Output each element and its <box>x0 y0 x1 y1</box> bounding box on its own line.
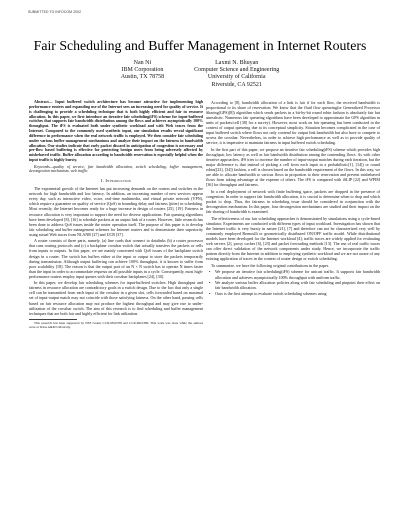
paper-title: Fair Scheduling and Buffer Management in Internet Routers <box>33 38 367 53</box>
author-affiliation: IBM Corporation <box>121 67 164 74</box>
footnote-divider <box>29 319 77 320</box>
body-paragraph-2: In the first part of this paper, we propose an iterative fair scheduling(iFS) scheme which provides high throughput, low latency as well as fair bandwidth distribution among the contending flows. As with other iterative approaches, iFS tries to increase the number of input-output matches during each iteration, but the major difference is that instead of picking a cell from each input in a probabilistic[1], [14]) or round robin([23], [34]) fashion, a cell is chosen based on the bandwidth requirement of the flows. In this way, we are able to allocate bandwidth to various flows in proportion to their reservation and prevent misbehaved flows from taking advantage at the expense of others. The iFS is compared with iSLIP [22] and WPIM [36] for throughput and fairness. <box>206 147 380 188</box>
author-name: Laxmi N. Bhuyan <box>215 60 259 66</box>
author-location: University of California <box>207 74 266 81</box>
intro-paragraph-2: A router consists of three parts, namely, (a) line cards that connect to datalinks (b) a router processor that runs routing protocols and (c) a backplane crossbar switch that actually transfers the packets or cells from inputs to outputs. In this paper, we are mainly concerned with QoS issues of the backplane switch design in a router. The switch has buffers either at the input or output to store the packets temporarily during transmission. Although output buffering can achieve 100% throughput, it is known to suffer from poor scalability [18]. The reason is that the output port of an N × N switch has to operate N times faster than the input in order to accommodate requests on all possible inputs in a cycle. Consequently, most high-performance routers employ input queues with their crossbar backplanes [24], [30]. <box>29 238 203 279</box>
abstract: Abstract— Input buffered switch architecture has become attractive for implementing high performance routers and expanding use of the Internet sees an increasing need for quality of service. It is challenging to provide a scheduling technique that is both highly efficient and fair in resource allocation. In this paper, we first introduce an iterative fair scheduling(iFS) scheme for input-buffered switches that supports fair bandwidth distribution among the flows and achieves asymptotically 100% throughput. The iFS is evaluated both under synthetic workload and with Web traces from the Internet. Compared to the commonly used synthetic input, our simulation results reveal significant difference in performance when the real network traffic is employed. We then consider fair scheduling under various buffer management mechanisms and analyze their impact on the fairness in bandwidth allocation. Our studies indicate that early packet discard in anticipation of congestion is necessary and per-flow based buffering is effective for protecting benign users from being adversely affected by misbehaved traffic. Buffer allocation according to bandwidth reservation is especially helpful when the input traffic is highly bursty. <box>29 99 203 163</box>
author-1 <box>121 60 164 89</box>
body-paragraph-4: The effectiveness of our fair scheduling approaches is demonstrated by simulations using a cycle-based simulator. Experiments are conducted with different types of input workload. Investigation has shown that the Internet traffic is very bursty in nature [21], [7] and therefore can not be characterized very well by commonly employed Bernoulli or geometrically distributed ON/OFF traffic model. While distributional models have been developed for the Internet workload [4], traffic traces are widely applied for evaluating web servers [2], proxy caches [6], [23] and packet forwarding methods [13]. The use of real traffic traces can offer direct validation of the network components under study. Hence, we incorporate the traffic pattern directly from the Internet in addition to employing synthetic workload and we are not aware of any existing application of traces in the context of router design or switch scheduling. <box>206 215 380 262</box>
body-paragraph-1: According to [8], bandwidth allocation of a link is fair if for each flow, the received bandwidth is proportional to its share of reservation. We know that the fluid flow queueing(or Generalized Processor Sharing(GPS)[8]) algorithm which sends packets in a bit-by-bit round robin fashion is absolutely fair but unrealistic. Numerous fair queueing algorithms have been developed to approximate the GPS algorithm in units of packets/cell [38] for a survey). However, most work on fair queueing has been conducted in the context of output queueing due to its conceptual simplicity. Situation becomes complicated in the case of input buffered switch where flows not only contend for output link bandwidth but also have to compete to access the crossbar. Nevertheless, in order to achieve high performance as well as to provide quality of service, it is imperative to maintain fairness in input buffered switch scheduling. <box>206 100 380 146</box>
right-column <box>206 100 380 296</box>
list-item: • Ours is the first attempt to evaluate switch scheduling schemes using <box>212 291 380 296</box>
keywords: Keywords—quality of service, fair bandwidth allocation, switch scheduling, buffer management, decongestion mechanism, web traffic. <box>29 163 203 174</box>
section-heading-introduction: I. Introduction <box>100 178 132 184</box>
contribution-list <box>206 269 380 295</box>
funding-footnote: This research has been supported by NSF Grants CCR-9810708 and CCR-9610380. This work was done while the authors were at Texas A&M University. <box>29 320 203 329</box>
intro-paragraph-3: In this paper, we develop fair scheduling schemes for input-buffered switches. High throughput and fairness in resource allocation are contradictory goals in a switch design. Due to the fact that only a single cell can be transmitted from each input of the crossbar in a given slot, cells forwarded based on maximal set of input-output match may not coincide with those satisfying fairness. On the other hand, passing cells based on fair resource allocation may not produce the highest throughput and may give rise to under-utilization of the crossbar switch. The aim of this research is to find scheduling and buffer management techniques that are both fair and highly efficient for link utilization. <box>29 280 203 316</box>
author-block <box>0 60 400 89</box>
body-paragraph-5: To summarize, we have the following original contributions in the paper. <box>211 262 329 268</box>
conference-tag: SUBMITTED TO INFOCOM 2002 <box>28 10 82 14</box>
author-name: Nan Ni <box>133 60 152 66</box>
list-item: • We analyze various buffer allocation policies along with fair scheduling and pinpoint their effect on fair bandwidth allocation. <box>212 280 380 290</box>
author-2 <box>194 60 279 89</box>
author-location-2: Riverside, CA 92521 <box>211 81 262 88</box>
left-column <box>29 100 203 330</box>
list-item: • We propose an iterative fair scheduling(iFS) scheme for unicast traffic. It supports fair bandwidth allocation and achieves asymptotically 100% throughput with uniform traffic. <box>212 269 380 279</box>
author-affiliation: Computer Science and Engineering <box>194 67 280 74</box>
author-location: Austin, TX 78758 <box>120 74 165 81</box>
body-paragraph-3: In a real deployment of network with finite buffering space, packets are dropped in the presence of congestion. In order to support fair bandwidth allocation, it is crucial to determine when to drop and which packet to drop. Thus, the fairness in scheduling issue should be considered in conjunction with the decongestion mechanism. In this paper, four decongestion mechanisms are studied and their impact on the fair sharing of bandwidth is examined. <box>206 188 380 215</box>
intro-paragraph-1: The exponential growth of the Internet has put increasing demands on the routers and switches in the network for high bandwidth and low latency. In addition, an increasing number of new services appear every day, such as interactive video, voice, real-time multimedia, and virtual private network (VPN), which require a guarantee on quality of service (QoS) in bounding delay and fairness (jitter) in scheduling. Most recently, the Internet becomes ready for a huge increase in design of routers [25], [19]. Fairness in resource allocation is very important to support the need for diverse applications. Fair queuing algorithms have been developed [8], [16] to schedule packets at an output link of a router. However, little research has been done to address QoS issues inside the router operation itself. The purpose of this paper is to develop fair scheduling and buffer management schemes for Internet routers and to demonstrate their superiority using actual Web traces from NLANR [27] and UCB [37]. <box>29 186 203 237</box>
